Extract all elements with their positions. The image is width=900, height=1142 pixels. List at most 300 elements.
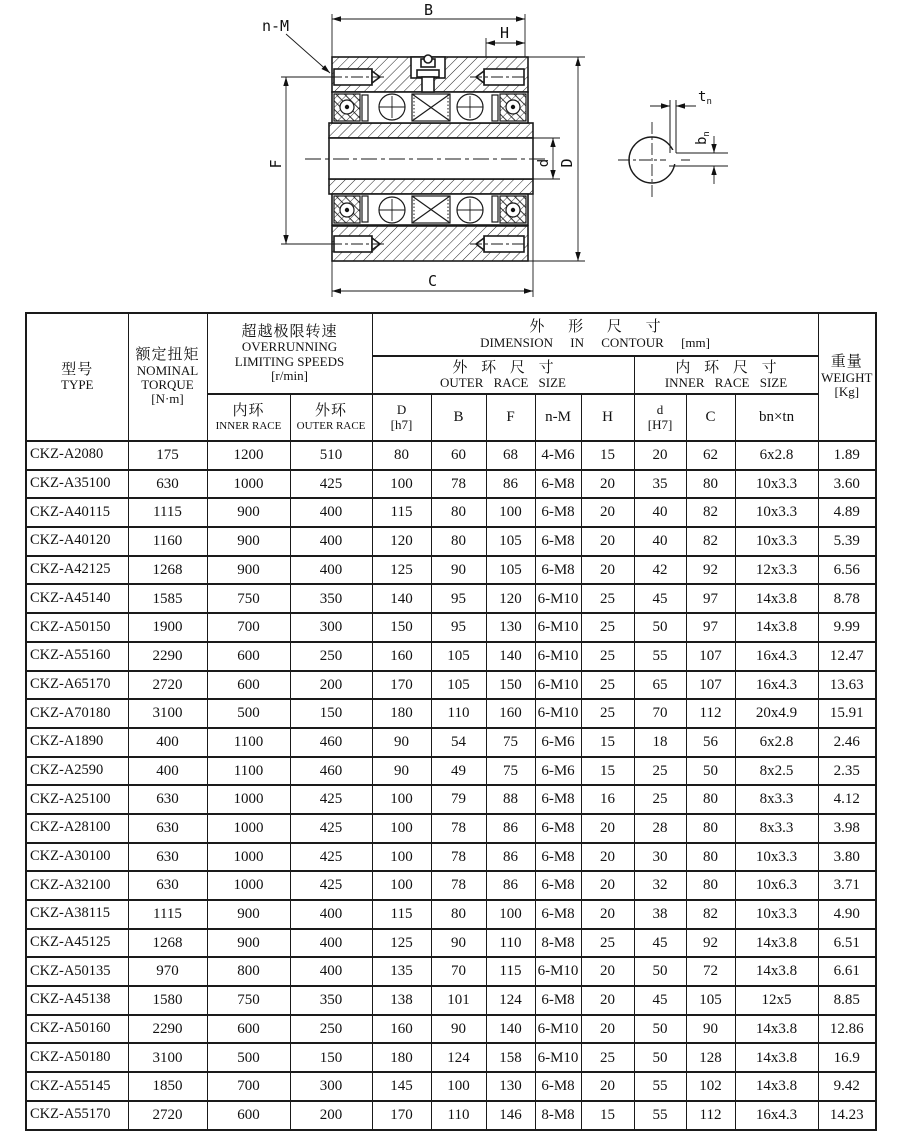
- table-cell: 95: [431, 613, 486, 642]
- table-cell: 20: [581, 957, 634, 986]
- table-cell: 1000: [207, 814, 290, 843]
- cell-type: CKZ-A50150: [26, 613, 128, 642]
- header-inner-race: [207, 394, 290, 441]
- header-dimension-en: DIMENSION IN CONTOUR [mm]: [480, 334, 710, 350]
- table-cell: 90: [372, 757, 431, 786]
- table-cell: 105: [486, 556, 535, 585]
- technical-drawing: [0, 0, 900, 310]
- table-cell: 425: [290, 843, 372, 872]
- table-cell: 200: [290, 671, 372, 700]
- cell-type: CKZ-A55170: [26, 1101, 128, 1130]
- table-cell: 3.80: [818, 843, 876, 872]
- table-cell: 6-M8: [535, 843, 581, 872]
- table-cell: 130: [486, 1072, 535, 1101]
- table-cell: 630: [128, 871, 207, 900]
- table-cell: 80: [372, 441, 431, 470]
- table-row: [26, 1015, 876, 1044]
- table-cell: 8x2.5: [735, 757, 818, 786]
- table-cell: 62: [686, 441, 735, 470]
- header-group-speeds: [207, 313, 372, 394]
- table-row: [26, 642, 876, 671]
- spec-table-body: [26, 441, 876, 1130]
- table-cell: 8-M8: [535, 1101, 581, 1130]
- table-cell: 25: [581, 584, 634, 613]
- header-col-D-l1: D: [396, 402, 407, 418]
- table-cell: 700: [207, 1072, 290, 1101]
- table-cell: 112: [686, 699, 735, 728]
- table-cell: 65: [634, 671, 686, 700]
- table-cell: 6-M8: [535, 871, 581, 900]
- table-cell: 130: [486, 613, 535, 642]
- table-cell: 25: [634, 785, 686, 814]
- table-cell: 80: [686, 814, 735, 843]
- table-cell: 72: [686, 957, 735, 986]
- table-cell: 105: [686, 986, 735, 1015]
- table-row: [26, 498, 876, 527]
- table-cell: 12.86: [818, 1015, 876, 1044]
- table-cell: 6-M8: [535, 785, 581, 814]
- table-row: [26, 1043, 876, 1072]
- table-cell: 9.42: [818, 1072, 876, 1101]
- table-cell: 180: [372, 699, 431, 728]
- table-cell: 90: [686, 1015, 735, 1044]
- table-cell: 200: [290, 1101, 372, 1130]
- table-cell: 1268: [128, 929, 207, 958]
- table-cell: 350: [290, 584, 372, 613]
- table-cell: 400: [128, 728, 207, 757]
- table-cell: 120: [372, 527, 431, 556]
- table-cell: 100: [372, 871, 431, 900]
- table-cell: 80: [686, 470, 735, 499]
- table-cell: 20: [581, 843, 634, 872]
- table-cell: 6-M10: [535, 613, 581, 642]
- table-row: [26, 613, 876, 642]
- header-outer-race-zh: 外环: [315, 403, 348, 420]
- table-cell: 1100: [207, 728, 290, 757]
- table-cell: 110: [486, 929, 535, 958]
- table-row: [26, 785, 876, 814]
- table-cell: 900: [207, 498, 290, 527]
- table-cell: 20: [581, 986, 634, 1015]
- table-cell: 25: [581, 1043, 634, 1072]
- header-col-nM: n-M: [535, 394, 581, 441]
- table-cell: 6-M8: [535, 814, 581, 843]
- table-cell: 10x3.3: [735, 527, 818, 556]
- table-cell: 425: [290, 785, 372, 814]
- table-cell: 90: [431, 929, 486, 958]
- table-cell: 20: [581, 900, 634, 929]
- table-cell: 600: [207, 671, 290, 700]
- header-torque: [128, 313, 207, 441]
- table-cell: 5.39: [818, 527, 876, 556]
- cell-type: CKZ-A55145: [26, 1072, 128, 1101]
- table-cell: 170: [372, 671, 431, 700]
- table-cell: 105: [431, 671, 486, 700]
- table-row: [26, 986, 876, 1015]
- table-cell: 128: [686, 1043, 735, 1072]
- header-col-F: F: [486, 394, 535, 441]
- table-cell: 160: [372, 642, 431, 671]
- table-cell: 6.61: [818, 957, 876, 986]
- dim-label-tn: $t_n$: [698, 89, 712, 107]
- cell-type: CKZ-A40115: [26, 498, 128, 527]
- table-cell: 82: [686, 498, 735, 527]
- table-cell: 45: [634, 584, 686, 613]
- table-cell: 102: [686, 1072, 735, 1101]
- table-cell: 6-M10: [535, 957, 581, 986]
- table-cell: 500: [207, 699, 290, 728]
- table-cell: 170: [372, 1101, 431, 1130]
- table-cell: 18: [634, 728, 686, 757]
- table-cell: 16x4.3: [735, 1101, 818, 1130]
- table-cell: 15: [581, 757, 634, 786]
- table-cell: 12x5: [735, 986, 818, 1015]
- cell-type: CKZ-A38115: [26, 900, 128, 929]
- table-cell: 2720: [128, 1101, 207, 1130]
- table-cell: 1000: [207, 785, 290, 814]
- table-cell: 78: [431, 871, 486, 900]
- table-cell: 8.78: [818, 584, 876, 613]
- table-cell: 86: [486, 470, 535, 499]
- cell-type: CKZ-A70180: [26, 699, 128, 728]
- table-cell: 80: [686, 871, 735, 900]
- table-cell: 900: [207, 556, 290, 585]
- table-cell: 2720: [128, 671, 207, 700]
- table-row: [26, 584, 876, 613]
- header-col-bntn: bn×tn: [735, 394, 818, 441]
- table-row: [26, 1101, 876, 1130]
- table-cell: 55: [634, 1101, 686, 1130]
- spec-table: [25, 312, 877, 1131]
- table-cell: 6x2.8: [735, 728, 818, 757]
- table-cell: 45: [634, 986, 686, 1015]
- table-cell: 140: [486, 1015, 535, 1044]
- table-cell: 1.89: [818, 441, 876, 470]
- table-row: [26, 441, 876, 470]
- table-cell: 1100: [207, 757, 290, 786]
- table-cell: 20: [581, 498, 634, 527]
- table-cell: 20: [581, 1015, 634, 1044]
- table-cell: 35: [634, 470, 686, 499]
- table-row: [26, 556, 876, 585]
- table-cell: 160: [372, 1015, 431, 1044]
- table-cell: 110: [431, 699, 486, 728]
- table-cell: 55: [634, 1072, 686, 1101]
- table-cell: 460: [290, 757, 372, 786]
- table-cell: 115: [372, 900, 431, 929]
- table-row: [26, 871, 876, 900]
- table-cell: 32: [634, 871, 686, 900]
- table-row: [26, 527, 876, 556]
- header-type-en: TYPE: [61, 377, 94, 393]
- cell-type: CKZ-A50135: [26, 957, 128, 986]
- dim-label-d: d: [536, 158, 552, 168]
- table-cell: 15: [581, 1101, 634, 1130]
- cell-type: CKZ-A30100: [26, 843, 128, 872]
- header-col-D: [372, 394, 431, 441]
- table-cell: 10x3.3: [735, 900, 818, 929]
- table-cell: 400: [290, 900, 372, 929]
- table-cell: 25: [634, 757, 686, 786]
- table-cell: 8x3.3: [735, 814, 818, 843]
- table-cell: 630: [128, 470, 207, 499]
- table-cell: 6-M10: [535, 642, 581, 671]
- table-cell: 14x3.8: [735, 584, 818, 613]
- table-cell: 15: [581, 441, 634, 470]
- table-cell: 10x6.3: [735, 871, 818, 900]
- table-cell: 1115: [128, 498, 207, 527]
- header-col-D-l2: [h7]: [390, 416, 413, 432]
- header-torque-unit: [N·m]: [151, 391, 184, 407]
- table-cell: 3100: [128, 1043, 207, 1072]
- table-row: [26, 929, 876, 958]
- dim-label-H: H: [500, 24, 510, 42]
- table-cell: 158: [486, 1043, 535, 1072]
- table-cell: 95: [431, 584, 486, 613]
- table-cell: 250: [290, 642, 372, 671]
- table-cell: 2290: [128, 1015, 207, 1044]
- table-cell: 140: [372, 584, 431, 613]
- table-cell: 300: [290, 613, 372, 642]
- table-cell: 6-M8: [535, 900, 581, 929]
- cell-type: CKZ-A1890: [26, 728, 128, 757]
- table-cell: 180: [372, 1043, 431, 1072]
- table-cell: 20: [634, 441, 686, 470]
- table-cell: 1900: [128, 613, 207, 642]
- table-cell: 6-M8: [535, 1072, 581, 1101]
- header-weight: [818, 313, 876, 441]
- table-cell: 110: [431, 1101, 486, 1130]
- table-cell: 1268: [128, 556, 207, 585]
- table-cell: 90: [372, 728, 431, 757]
- cell-type: CKZ-A50180: [26, 1043, 128, 1072]
- table-cell: 82: [686, 900, 735, 929]
- cell-type: CKZ-A2080: [26, 441, 128, 470]
- table-cell: 8.85: [818, 986, 876, 1015]
- table-cell: 6x2.8: [735, 441, 818, 470]
- header-type: [26, 313, 128, 441]
- table-cell: 15.91: [818, 699, 876, 728]
- table-cell: 107: [686, 671, 735, 700]
- table-cell: 100: [372, 470, 431, 499]
- header-torque-en2: TORQUE: [141, 377, 194, 393]
- table-cell: 400: [290, 957, 372, 986]
- table-cell: 14x3.8: [735, 1043, 818, 1072]
- table-cell: 90: [431, 556, 486, 585]
- table-row: [26, 757, 876, 786]
- table-cell: 79: [431, 785, 486, 814]
- table-cell: 105: [486, 527, 535, 556]
- table-cell: 400: [290, 527, 372, 556]
- header-speeds-en1: OVERRUNNING: [241, 339, 338, 355]
- table-cell: 14x3.8: [735, 957, 818, 986]
- table-cell: 86: [486, 814, 535, 843]
- keyway-detail-view: [618, 100, 728, 198]
- table-cell: 138: [372, 986, 431, 1015]
- table-cell: 6-M8: [535, 498, 581, 527]
- table-row: [26, 957, 876, 986]
- table-cell: 2290: [128, 642, 207, 671]
- header-speeds-en2: LIMITING SPEEDS: [234, 353, 345, 369]
- table-cell: 3.71: [818, 871, 876, 900]
- table-cell: 50: [634, 1043, 686, 1072]
- table-cell: 1585: [128, 584, 207, 613]
- table-cell: 82: [686, 527, 735, 556]
- table-cell: 8x3.3: [735, 785, 818, 814]
- table-cell: 120: [486, 584, 535, 613]
- table-cell: 101: [431, 986, 486, 1015]
- cell-type: CKZ-A55160: [26, 642, 128, 671]
- table-cell: 92: [686, 929, 735, 958]
- table-cell: 3100: [128, 699, 207, 728]
- table-cell: 86: [486, 871, 535, 900]
- table-cell: 60: [431, 441, 486, 470]
- table-cell: 1000: [207, 843, 290, 872]
- header-group-outer-size: [372, 356, 634, 394]
- table-cell: 1000: [207, 871, 290, 900]
- table-cell: 1115: [128, 900, 207, 929]
- table-cell: 630: [128, 814, 207, 843]
- table-cell: 425: [290, 470, 372, 499]
- table-cell: 80: [686, 843, 735, 872]
- spec-table-header: [26, 313, 876, 441]
- header-outer-race: [290, 394, 372, 441]
- table-cell: 20x4.9: [735, 699, 818, 728]
- table-cell: 56: [686, 728, 735, 757]
- table-cell: 140: [486, 642, 535, 671]
- bearing-row-bottom: [334, 196, 526, 223]
- table-row: [26, 900, 876, 929]
- dim-label-bn: $b_n$: [694, 131, 712, 145]
- table-cell: 88: [486, 785, 535, 814]
- table-cell: 150: [290, 1043, 372, 1072]
- table-cell: 40: [634, 498, 686, 527]
- table-cell: 1160: [128, 527, 207, 556]
- header-weight-en: WEIGHT: [821, 369, 873, 385]
- table-cell: 6.51: [818, 929, 876, 958]
- table-cell: 97: [686, 584, 735, 613]
- table-cell: 28: [634, 814, 686, 843]
- header-outer-size-en: OUTER RACE SIZE: [440, 375, 566, 391]
- table-cell: 50: [634, 1015, 686, 1044]
- header-col-C: C: [686, 394, 735, 441]
- cell-type: CKZ-A28100: [26, 814, 128, 843]
- table-cell: 6-M8: [535, 986, 581, 1015]
- table-cell: 630: [128, 843, 207, 872]
- header-inner-size-en: INNER RACE SIZE: [664, 375, 788, 391]
- table-cell: 630: [128, 785, 207, 814]
- table-cell: 80: [686, 785, 735, 814]
- table-cell: 12.47: [818, 642, 876, 671]
- clutch-cross-section-drawing: [0, 0, 900, 310]
- table-cell: 145: [372, 1072, 431, 1101]
- table-cell: 50: [634, 957, 686, 986]
- table-cell: 100: [486, 498, 535, 527]
- table-cell: 250: [290, 1015, 372, 1044]
- header-col-d: [634, 394, 686, 441]
- table-cell: 14.23: [818, 1101, 876, 1130]
- table-cell: 90: [431, 1015, 486, 1044]
- table-cell: 78: [431, 843, 486, 872]
- table-cell: 86: [486, 843, 535, 872]
- table-cell: 3.98: [818, 814, 876, 843]
- header-speeds-unit: [r/min]: [271, 367, 308, 383]
- cell-type: CKZ-A32100: [26, 871, 128, 900]
- table-cell: 14x3.8: [735, 929, 818, 958]
- table-row: [26, 728, 876, 757]
- header-col-B: B: [431, 394, 486, 441]
- table-cell: 160: [486, 699, 535, 728]
- table-row: [26, 470, 876, 499]
- table-cell: 78: [431, 814, 486, 843]
- table-cell: 4.90: [818, 900, 876, 929]
- table-cell: 20: [581, 470, 634, 499]
- header-outer-race-en: OUTER RACE: [296, 419, 366, 432]
- header-weight-zh: 重量: [830, 354, 863, 371]
- table-cell: 97: [686, 613, 735, 642]
- table-cell: 400: [290, 498, 372, 527]
- table-cell: 9.99: [818, 613, 876, 642]
- dim-label-nM: n-M: [262, 17, 290, 35]
- table-cell: 700: [207, 613, 290, 642]
- table-cell: 20: [581, 556, 634, 585]
- table-cell: 1000: [207, 470, 290, 499]
- table-cell: 16.9: [818, 1043, 876, 1072]
- table-cell: 600: [207, 1015, 290, 1044]
- table-row: [26, 671, 876, 700]
- table-cell: 175: [128, 441, 207, 470]
- header-speeds-zh: 超越极限转速: [241, 323, 338, 340]
- table-cell: 70: [634, 699, 686, 728]
- cell-type: CKZ-A25100: [26, 785, 128, 814]
- table-cell: 100: [431, 1072, 486, 1101]
- table-cell: 55: [634, 642, 686, 671]
- table-cell: 25: [581, 699, 634, 728]
- main-section-view: [305, 55, 548, 261]
- table-cell: 105: [431, 642, 486, 671]
- table-cell: 6-M10: [535, 699, 581, 728]
- table-cell: 38: [634, 900, 686, 929]
- table-cell: 800: [207, 957, 290, 986]
- table-cell: 25: [581, 642, 634, 671]
- table-cell: 4.89: [818, 498, 876, 527]
- table-cell: 425: [290, 814, 372, 843]
- cell-type: CKZ-A45125: [26, 929, 128, 958]
- header-dimension-zh: 外 形 尺 寸: [529, 319, 671, 336]
- table-cell: 70: [431, 957, 486, 986]
- dim-label-F: F: [267, 159, 285, 169]
- cell-type: CKZ-A45140: [26, 584, 128, 613]
- table-cell: 20: [581, 871, 634, 900]
- table-cell: 45: [634, 929, 686, 958]
- table-cell: 400: [290, 556, 372, 585]
- table-cell: 146: [486, 1101, 535, 1130]
- table-row: [26, 814, 876, 843]
- table-cell: 124: [486, 986, 535, 1015]
- header-col-H: H: [581, 394, 634, 441]
- table-cell: 80: [431, 498, 486, 527]
- table-cell: 13.63: [818, 671, 876, 700]
- cell-type: CKZ-A35100: [26, 470, 128, 499]
- table-cell: 80: [431, 527, 486, 556]
- header-torque-en1: NOMINAL: [136, 362, 199, 378]
- table-cell: 42: [634, 556, 686, 585]
- table-row: [26, 843, 876, 872]
- table-cell: 100: [372, 785, 431, 814]
- table-cell: 750: [207, 986, 290, 1015]
- cell-type: CKZ-A50160: [26, 1015, 128, 1044]
- header-col-d-l1: d: [656, 402, 664, 418]
